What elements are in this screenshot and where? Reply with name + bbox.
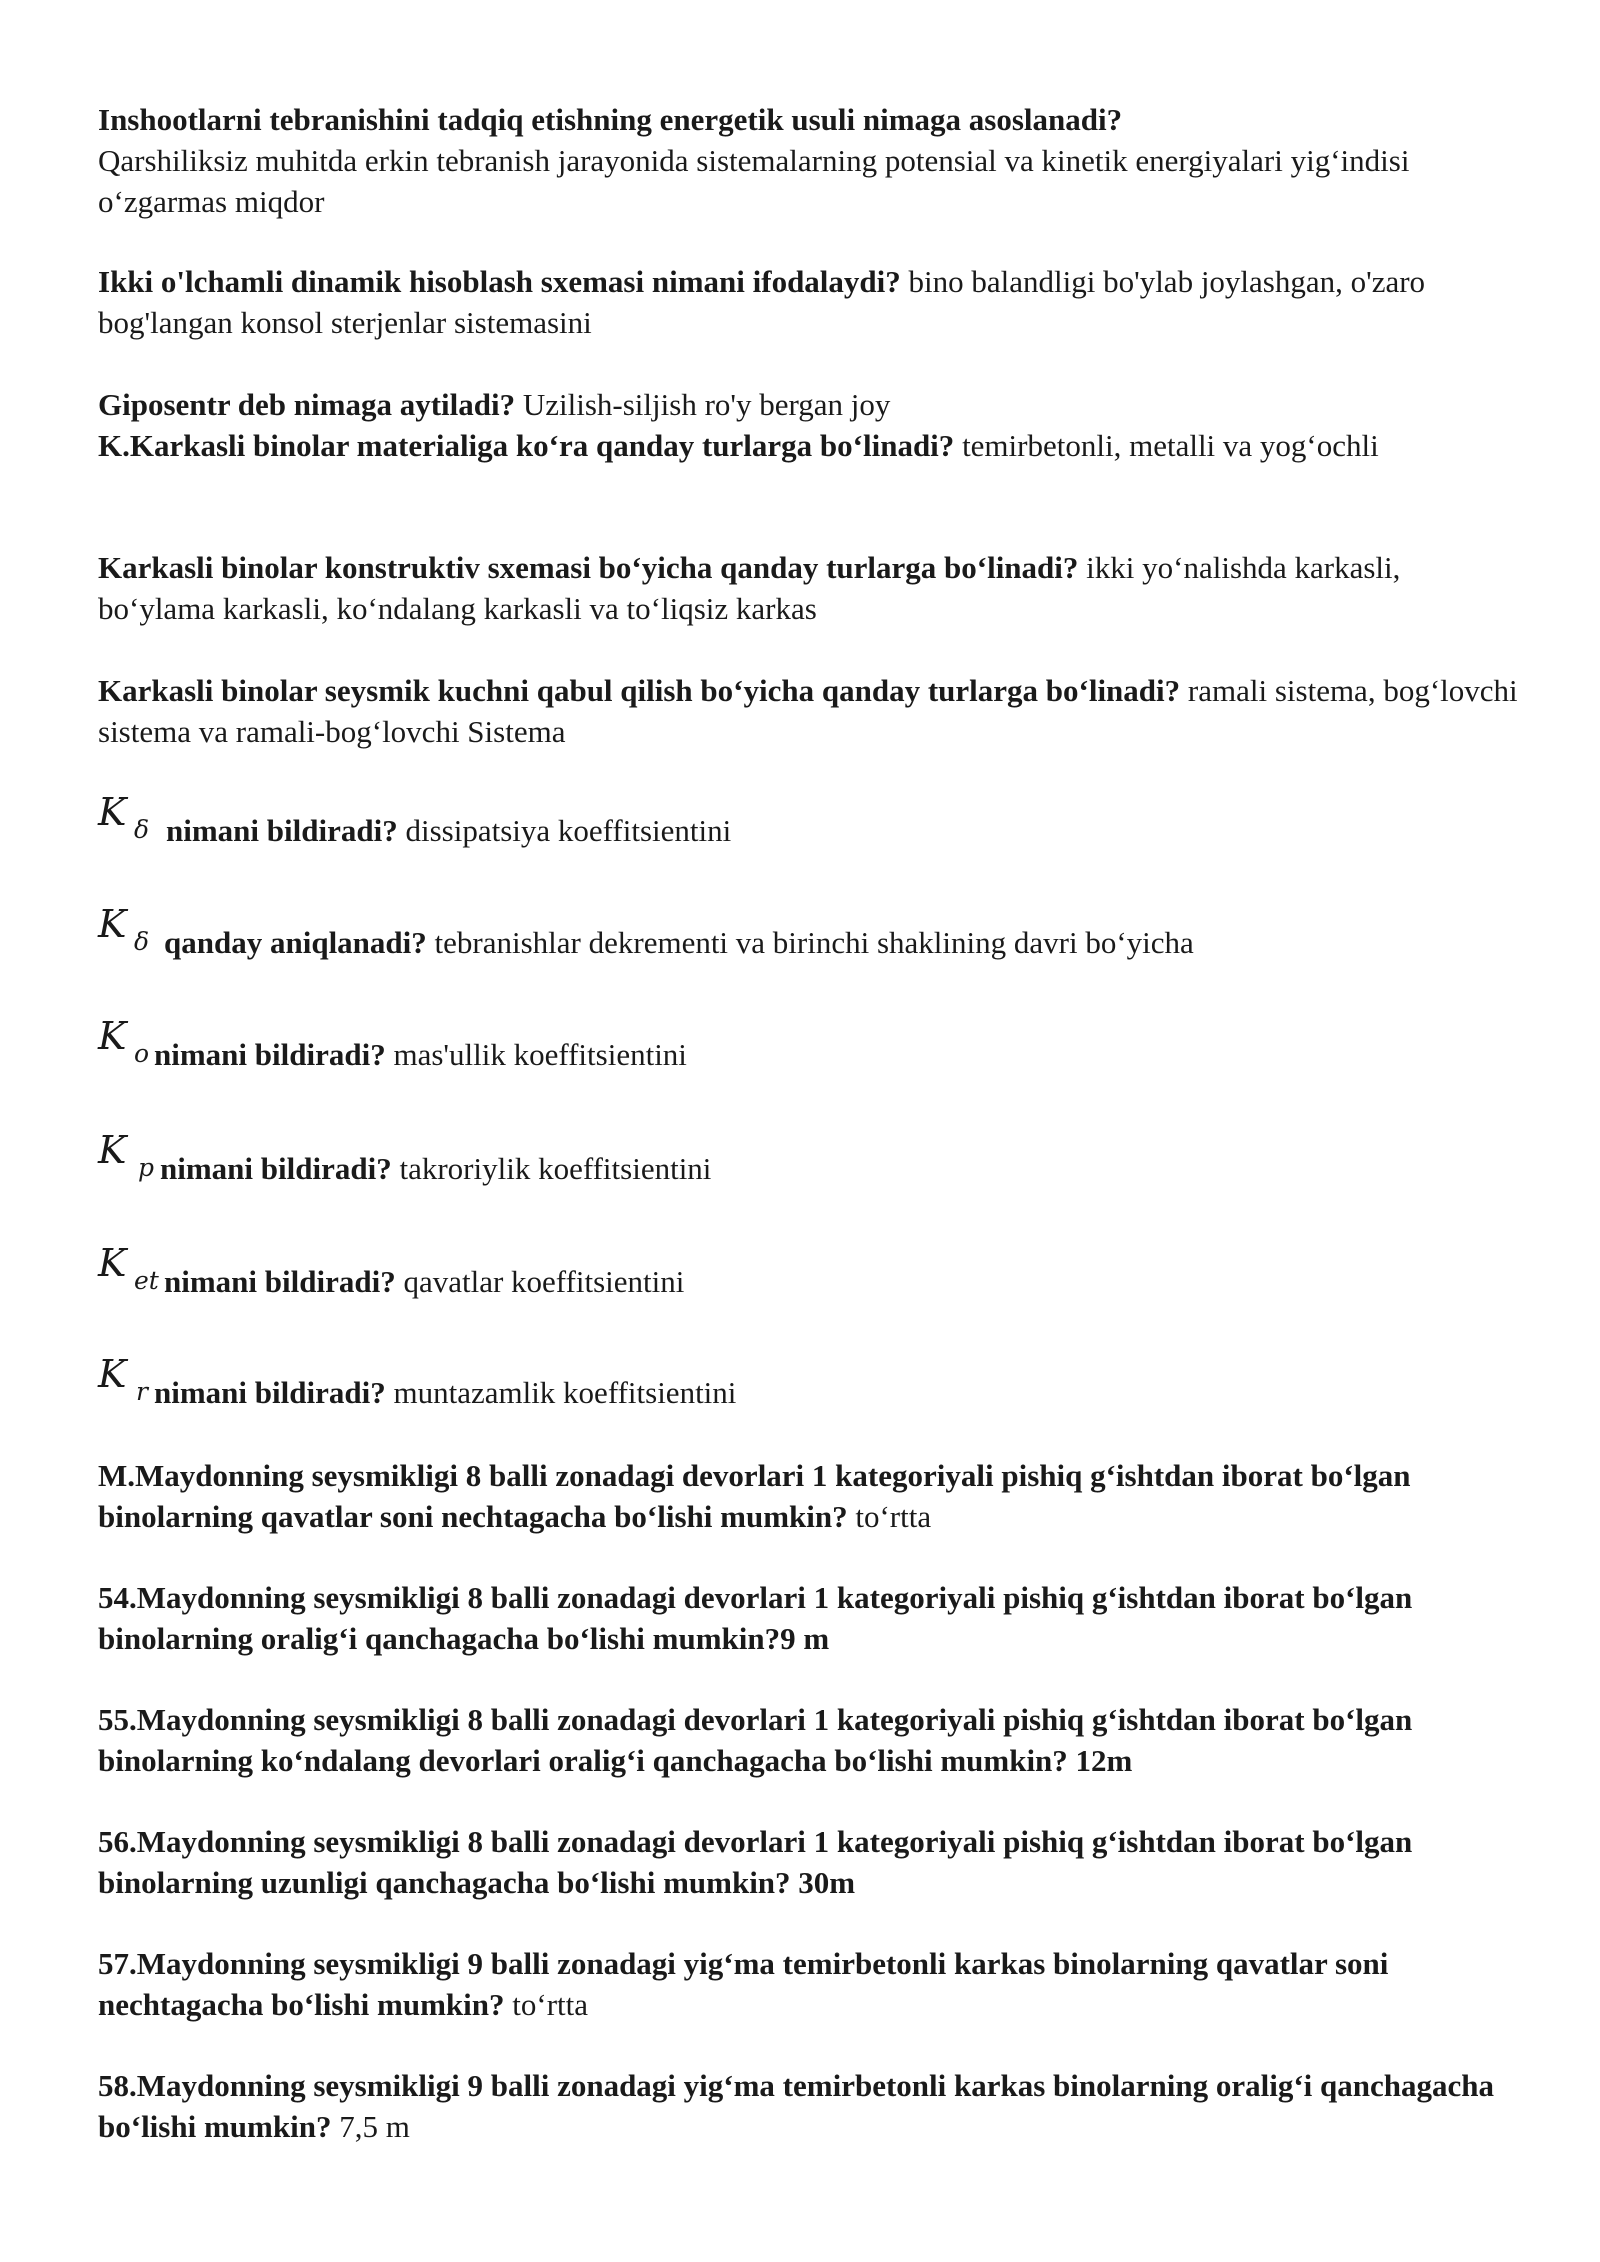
coefficient-symbol: K xyxy=(98,1014,127,1058)
symbol-entry xyxy=(98,792,1518,852)
qa-entry xyxy=(98,1455,1518,1537)
answer-text: takroriylik koeffitsientini xyxy=(399,1151,712,1186)
answer-text: 7,5 m xyxy=(339,2109,410,2144)
question-text: K.Karkasli binolar materialiga ko‘ra qanday turlarga bo‘linadi? xyxy=(98,428,955,463)
question-text: Ikki o'lchamli dinamik hisoblash sxemasi nimani ifodalaydi? xyxy=(98,264,901,299)
answer-text: mas'ullik koeffitsientini xyxy=(393,1037,687,1072)
answer-text: ramali sistema, bog‘lovchi sistema va ramali-bog‘lovchi Sistema xyxy=(98,673,1518,749)
symbol-entry xyxy=(98,1354,1518,1414)
question-text: Karkasli binolar seysmik kuchni qabul qilish bo‘yicha qanday turlarga bo‘linadi? xyxy=(98,673,1181,708)
qa-entry xyxy=(98,670,1518,752)
qa-entry xyxy=(98,1821,1518,1903)
coefficient-symbol: K xyxy=(98,790,127,834)
coefficient-symbol: K xyxy=(98,1352,127,1396)
symbol-entry xyxy=(98,904,1518,964)
coefficient-symbol: K xyxy=(98,1241,127,1285)
answer-text: Uzilish-siljish ro'y bergan joy xyxy=(522,387,891,422)
question-text: 58.Maydonning seysmikligi 9 balli zonadagi yig‘ma temirbetonli karkas binolarning oralig‘i qanchagacha bo‘lishi mumkin? xyxy=(98,2068,1495,2144)
coefficient-subscript: r xyxy=(136,1377,148,1406)
qa-entry xyxy=(98,1943,1518,2025)
question-text: Giposentr deb nimaga aytiladi? xyxy=(98,387,516,422)
symbol-entry xyxy=(98,1130,1518,1190)
qa-entry xyxy=(98,547,1518,629)
answer-text: qavatlar koeffitsientini xyxy=(403,1264,685,1299)
question-text: Inshootlarni tebranishini tadqiq etishning energetik usuli nimaga asoslanadi? xyxy=(98,102,1123,137)
question-text: nimani bildiradi? xyxy=(160,1151,392,1186)
coefficient-subscript: et xyxy=(134,1266,159,1295)
question-text: 55.Maydonning seysmikligi 8 balli zonadagi devorlari 1 kategoriyali pishiq g‘ishtdan iborat bo‘lgan binolarning ko‘ndalang devorlari oralig‘i qanchagacha bo‘lishi mumkin? 12m xyxy=(98,1702,1413,1778)
coefficient-subscript: δ xyxy=(134,815,150,844)
coefficient-symbol: K xyxy=(98,902,127,946)
symbol-entry xyxy=(98,1243,1518,1303)
coefficient-subscript: p xyxy=(138,1153,155,1182)
question-text: 54.Maydonning seysmikligi 8 balli zonadagi devorlari 1 kategoriyali pishiq g‘ishtdan iborat bo‘lgan binolarning oralig‘i qanchagacha bo‘lishi mumkin?9 m xyxy=(98,1580,1413,1656)
question-text: Karkasli binolar konstruktiv sxemasi bo‘yicha qanday turlarga bo‘linadi? xyxy=(98,550,1079,585)
answer-text: muntazamlik koeffitsientini xyxy=(393,1375,737,1410)
answer-text: bino balandligi bo'ylab joylashgan, o'zaro bog'langan konsol sterjenlar sistemasini xyxy=(98,264,1426,340)
question-text: nimani bildiradi? xyxy=(154,1375,386,1410)
qa-entry xyxy=(98,1577,1518,1659)
answer-text: ikki yo‘nalishda karkasli, bo‘ylama karkasli, ko‘ndalang karkasli va to‘liqsiz karkas xyxy=(98,550,1401,626)
question-text: M.Maydonning seysmikligi 8 balli zonadagi devorlari 1 kategoriyali pishiq g‘ishtdan iborat bo‘lgan binolarning qavatlar soni nechtagacha bo‘lishi mumkin? xyxy=(98,1458,1411,1534)
question-text: 56.Maydonning seysmikligi 8 balli zonadagi devorlari 1 kategoriyali pishiq g‘ishtdan iborat bo‘lgan binolarning uzunligi qanchagacha bo‘lishi mumkin? 30m xyxy=(98,1824,1413,1900)
symbol-entry xyxy=(98,1016,1518,1076)
qa-entry xyxy=(98,261,1518,343)
question-text: nimani bildiradi? xyxy=(166,813,398,848)
coefficient-subscript: o xyxy=(134,1039,150,1068)
answer-text: to‘rtta xyxy=(855,1499,932,1534)
question-text: qanday aniqlanadi? xyxy=(164,925,427,960)
question-text: nimani bildiradi? xyxy=(164,1264,396,1299)
qa-entry xyxy=(98,425,1518,466)
qa-entry xyxy=(98,2065,1518,2147)
question-text: 57.Maydonning seysmikligi 9 balli zonadagi yig‘ma temirbetonli karkas binolarning qavatlar soni nechtagacha bo‘lishi mumkin? xyxy=(98,1946,1389,2022)
answer-text: Qarshiliksiz muhitda erkin tebranish jarayonida sistemalarning potensial va kinetik energiyalari yig‘indisi o‘zgarmas miqdor xyxy=(98,143,1410,219)
coefficient-symbol: K xyxy=(98,1128,127,1172)
qa-entry xyxy=(98,1699,1518,1781)
answer-text: tebranishlar dekrementi va birinchi shaklining davri bo‘yicha xyxy=(434,925,1194,960)
question-text: nimani bildiradi? xyxy=(154,1037,386,1072)
answer-text: temirbetonli, metalli va yog‘ochli xyxy=(962,428,1379,463)
answer-text: dissipatsiya koeffitsientini xyxy=(405,813,732,848)
coefficient-subscript: δ xyxy=(134,927,150,956)
qa-entry xyxy=(98,384,1518,425)
answer-text: to‘rtta xyxy=(512,1987,589,2022)
qa-entry xyxy=(98,99,1518,222)
